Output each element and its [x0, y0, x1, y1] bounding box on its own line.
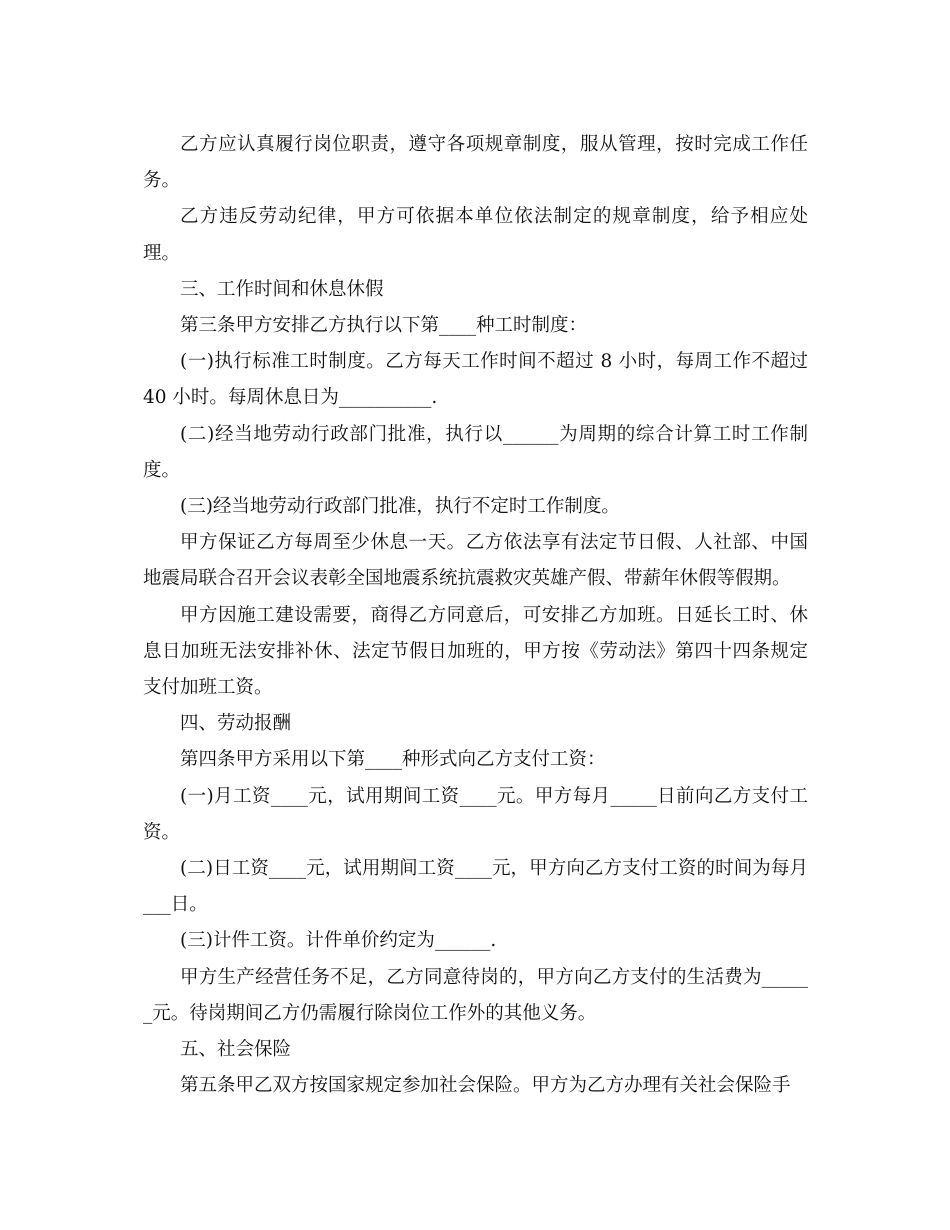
- clause-piece-wage: (三)计件工资。计件单价约定为______.: [180, 930, 497, 952]
- article-5: 第五条甲乙双方按国家规定参加社会保险。甲方为乙方办理有关社会保险手: [180, 1075, 791, 1097]
- clause-comprehensive-hours: (二)经当地劳动行政部门批准，执行以______为周期的综合计算工时工作制度。: [143, 423, 808, 481]
- paragraph-standby-allowance: 甲方生产经营任务不足，乙方同意待岗的，甲方向乙方支付的生活费为______元。待岗期间乙方仍需履行除岗位工作外的其他义务。: [143, 966, 808, 1024]
- section-heading-social-insurance: 五、社会保险: [180, 1039, 292, 1061]
- section-heading-remuneration: 四、劳动报酬: [180, 713, 292, 735]
- article-3: 第三条甲方安排乙方执行以下第____种工时制度：: [180, 315, 588, 337]
- clause-standard-hours: (一)执行标准工时制度。乙方每天工作时间不超过 8 小时，每周工作不超过 40 小时。每周休息日为__________.: [143, 351, 808, 409]
- paragraph-overtime: 甲方因施工建设需要，商得乙方同意后，可安排乙方加班。日延长工时、休息日加班无法安排补休、法定节假日加班的，甲方按《劳动法》第四十四条规定支付加班工资。: [143, 604, 808, 699]
- paragraph-discipline: 乙方违反劳动纪律，甲方可依据本单位依法制定的规章制度，给予相应处理。: [143, 206, 808, 264]
- clause-monthly-wage: (一)月工资____元，试用期间工资____元。甲方每月_____日前向乙方支付工资。: [143, 785, 808, 843]
- article-4: 第四条甲方采用以下第____种形式向乙方支付工资：: [180, 749, 606, 771]
- paragraph-rest-days: 甲方保证乙方每周至少休息一天。乙方依法享有法定节日假、人社部、中国地震局联合召开会议表彰全国地震系统抗震救灾英雄产假、带薪年休假等假期。: [143, 532, 808, 590]
- document-body: [143, 127, 808, 1104]
- clause-flexible-hours: (三)经当地劳动行政部门批准，执行不定时工作制度。: [180, 496, 620, 518]
- paragraph-duties: 乙方应认真履行岗位职责，遵守各项规章制度，服从管理，按时完成工作任务。: [143, 134, 808, 192]
- section-heading-working-hours: 三、工作时间和休息休假: [180, 278, 384, 300]
- clause-daily-wage: (二)日工资____元，试用期间工资____元，甲方向乙方支付工资的时间为每月___日。: [143, 858, 808, 916]
